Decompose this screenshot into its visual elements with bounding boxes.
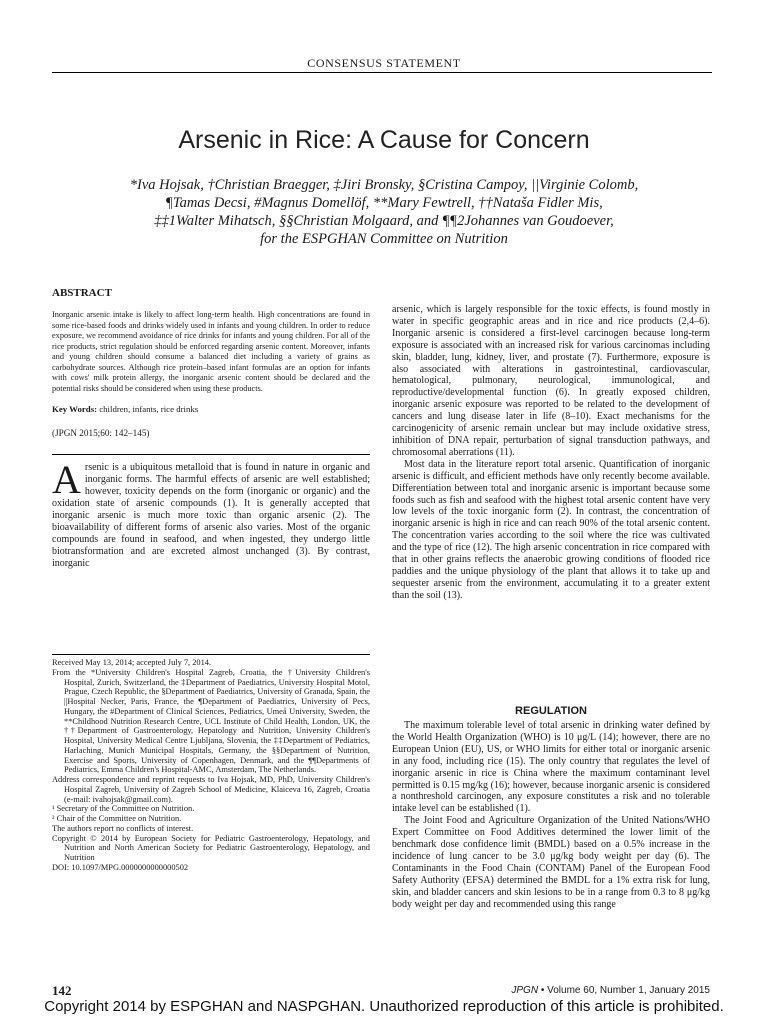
paragraph: Most data in the literature report total arsenic. Quantification of inorganic arsenic is difficult, and efficient methods have only recently become available. Differentiation between total and inorganic arsenic is important because some foods such as fish and seafood with the highest total arsenic content have very low levels of the toxic inorganic form (2). In contrast, the concentration of inorganic arsenic is high in rice and can reach 90% of the total arsenic content. The concentration varies according to the soil where the rice was cultivated and the type of rice (12). The high arsenic concentration in rice compared with that in other grains reflects the anaerobic growing conditions of flooded rice paddies and the unique physiology of the plant that allows it to take up and sequester arsenic from the environment, accumulating it to a greater extent than the soil (13). bbox=[392, 458, 710, 601]
keywords bbox=[52, 404, 370, 416]
author-line: *Iva Hojsak, †Christian Braegger, ‡Jiri Bronsky, §Cristina Campoy, ||Virginie Colomb, bbox=[129, 177, 639, 193]
author-list bbox=[80, 176, 688, 248]
journal-reference bbox=[511, 985, 710, 996]
footnote-2: ² Chair of the Committee on Nutrition. bbox=[52, 814, 182, 823]
header-rule bbox=[52, 72, 712, 73]
section-heading: REGULATION bbox=[515, 705, 587, 717]
doi: DOI: 10.1097/MPG.0000000000000502 bbox=[52, 862, 189, 872]
paragraph: arsenic, which is largely responsible for the toxic effects, is found mostly in water in specific geographic areas and in rice and rice products (2,4–6). Inorganic arsenic is considered a first-level carcinogen because long-term exposure is associated with an increased risk for various carcinomas including skin, bladder, lung, kidney, liver, and prostate (7). Furthermore, exposure is also associated with alterations in gastrointestinal, cardiovascular, hematological, pulmonary, neurological, immunological, and reproductive/developmental function (6). In greatly exposed children, inorganic arsenic exposure was reported to be related to the development of cancers and lung disease later in life (8–10). Exact mechanisms for the carcinogenicity of arsenic remain unclear but may include oxidative stress, inhibition of DNA repair, perturbation of signal transduction pathways, and chromosomal aberrations (11). bbox=[392, 304, 710, 458]
keywords-value: children, infants, rice drinks bbox=[99, 403, 199, 414]
abstract-heading: ABSTRACT bbox=[52, 287, 112, 299]
article-title: Arsenic in Rice: A Cause for Concern bbox=[178, 126, 590, 154]
regulation-text bbox=[392, 720, 710, 911]
abstract-text: Inorganic arsenic intake is likely to affect long-term health. High concentrations are found in some rice-based foods and drinks widely used in infants and young children. In order to reduce exposure, we recommend avoidance of rice drinks for infants and young children. For all of the rice products, strict regulation should be enforced regarding arsenic content. Moreover, infants and young children should consume a balanced diet including a variety of grains as carbohydrate sources. Although rice protein–based infant formulas are an option for infants with cows' milk protein allergy, the inorganic arsenic content should be declared and the potential risks should be considered when using these products. bbox=[52, 309, 370, 394]
right-column bbox=[392, 304, 710, 602]
conflicts: The authors report no conflicts of interest. bbox=[52, 823, 194, 833]
drop-cap: A bbox=[52, 457, 81, 503]
affiliations: From the *University Children's Hospital Zagreb, Croatia, the †University Children's Hospital, Zurich, Switzerland, the ‡Department of Paediatrics, University Hospital Motol, Prague, Czech Republic, the §Department of Paediatrics, University of Granada, Spain, the ||Hospital Necker, Paris, France, the ¶Department of Paediatrics, University of Pecs, Hungary, the #Department of Clinical Sciences, Pediatrics, Umeå University, Sweden, the **Childhood Nutrition Research Centre, UCL Institute of Child Health, London, UK, the ††Department of Gastroenterology, Hepatology and Nutrition, University Children's Hospital, University Medical Centre Ljubljana, Slovenia, the ‡‡Department of Pediatrics, Harlaching, Munich Municipal Hospitals, Germany, the §§Department of Nutrition, Exercise and Sports, University of Copenhagen, Denmark, and the ¶¶Departments of Pediatrics, Emma Children's Hospital-AMC, Amsterdam, The Netherlands. bbox=[52, 667, 370, 775]
section-label: CONSENSUS STATEMENT bbox=[307, 56, 461, 70]
paragraph: The maximum tolerable level of total arsenic in drinking water defined by the World Health Organization (WHO) is 10 μg/L (14); however, there are no European Union (EU), US, or WHO limits for either total or inorganic arsenic in any food, including rice (15). The only country that regulates the level of inorganic arsenic in rice is China where the maximum contaminant level permitted is 0.15 mg/kg (16); however, because inorganic arsenic is considered a nonthreshold carcinogen, any exposure constitutes a risk and no tolerable intake level can be established (1). bbox=[392, 720, 710, 815]
divider bbox=[52, 454, 370, 455]
keywords-label: Key Words: bbox=[52, 403, 98, 414]
committee-line: for the ESPGHAN Committee on Nutrition bbox=[260, 231, 508, 247]
received-date: Received May 13, 2014; accepted July 7, 2014. bbox=[52, 658, 212, 667]
footnote-rule bbox=[52, 654, 370, 655]
intro-text: rsenic is a ubiquitous metalloid that is found in nature in organic and inorganic forms. The harmful effects of arsenic are well established; however, toxicity depends on the form (inorganic or organic) and the oxidation state of arsenic compounds (1). It is generally accepted that inorganic arsenic is much more toxic than organic arsenic (2). The bioavailability of different forms of arsenic also varies. Most of the organic compounds are found in seafood, and when ingested, they undergo little biotransformation and are excreted almost unchanged (3). By contrast, inorganic bbox=[52, 462, 370, 569]
journal-name: JPGN bbox=[511, 985, 539, 996]
left-column bbox=[52, 288, 370, 570]
footnotes bbox=[52, 654, 370, 873]
author-line: ‡‡1Walter Mihatsch, §§Christian Molgaard, and ¶¶2Johannes van Goudoever, bbox=[154, 213, 614, 229]
footnote-1: ¹ Secretary of the Committee on Nutrition. bbox=[52, 804, 195, 814]
correspondence: Address correspondence and reprint requests to Iva Hojsak, MD, PhD, University Children's Hospital Zagreb, University of Zagreb School of Medicine, Klaiceva 16, Zagreb, Croatia (e-mail: ivahojsak@gmail.com). bbox=[52, 775, 370, 804]
journal-issue: • Volume 60, Number 1, January 2015 bbox=[538, 985, 710, 996]
author-line: ¶Tamas Decsi, #Magnus Domellöf, **Mary Fewtrell, ††Nataša Fidler Mis, bbox=[165, 195, 603, 211]
copyright-line: Copyright © 2014 by European Society for Pediatric Gastroenterology, Hepatology, and Nutrition and North American Society for Pediatric Gastroenterology, Hepatology, and Nutrition bbox=[52, 833, 370, 862]
intro-paragraph bbox=[52, 457, 370, 569]
copyright-notice: Copyright 2014 by ESPGHAN and NASPGHAN. Unauthorized reproduction of this article is prohibited. bbox=[44, 998, 724, 1015]
page-number: 142 bbox=[52, 983, 72, 998]
paragraph: The Joint Food and Agriculture Organization of the United Nations/WHO Expert Committee on Food Additives determined the lower limit of the benchmark dose confidence limit (BMDL) based on a 0.5% increase in the incidence of lung cancer to be 3.0 μg/kg body weight per day (6). The Contaminants in the Food Chain (CONTAM) Panel of the European Food Safety Authority (EFSA) determined the BMDL for a 1% extra risk for lung, skin, and bladder cancers and skin lesions to be in a range from 0.3 to 8 μg/kg body weight per day and recommended using this range bbox=[392, 815, 710, 910]
citation: (JPGN 2015;60: 142–145) bbox=[52, 427, 150, 438]
right-text bbox=[392, 304, 710, 602]
